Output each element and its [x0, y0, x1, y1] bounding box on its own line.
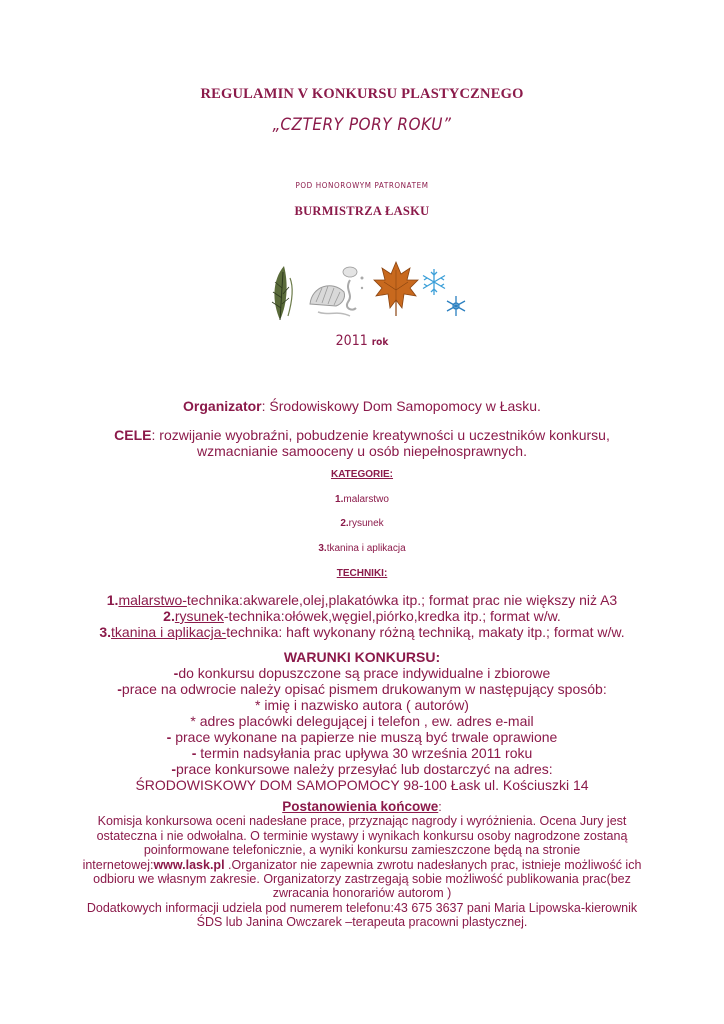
organizer-sep: :: [261, 398, 270, 414]
year-suffix: rok: [371, 337, 389, 348]
condition-line: [0, 713, 724, 729]
condition-bullet: -: [173, 665, 179, 681]
year-line: [0, 333, 724, 349]
final-line: odbioru we własnym zakresie. Organizatorzy zastrzegają sobie możliwość publikowania prac(bez: [93, 872, 631, 887]
categories-heading: KATEGORIE:: [330, 469, 394, 480]
technique-text: -technika:ołówek,węgiel,piórko,kredka itp.; format w/w.: [223, 608, 561, 624]
technique-text: technika: haft wykonany różną techniką, makaty itp.; format w/w.: [226, 624, 625, 640]
website-link[interactable]: www.lask.pl: [153, 857, 225, 872]
condition-line: [0, 729, 724, 745]
final-text: .Organizator nie zapewnia zwrotu nadesłanych prac, istnieje możliwość ich: [224, 857, 642, 872]
final-text: internetowej:: [82, 857, 154, 872]
patronage-label: POD HONOROWYM PATRONATEM: [295, 181, 429, 190]
condition-bullet: -: [166, 729, 176, 745]
organizer-value: Środowiskowy Dom Samopomocy w Łasku.: [269, 398, 541, 414]
category-text: malarstwo: [343, 494, 389, 505]
title-line2: „CZTERY PORY ROKU”: [272, 115, 452, 135]
condition-text: do konkursu dopuszczone są prace indywidualne i zbiorowe: [178, 665, 551, 681]
category-text: rysunek: [348, 518, 384, 529]
winter-snowflake-icon: [423, 269, 465, 316]
category-number: 2.: [340, 518, 349, 529]
category-text: tkanina i aplikacja: [326, 543, 406, 554]
technique-name: malarstwo-: [118, 592, 187, 608]
title-line1: REGULAMIN V KONKURSU PLASTYCZNEGO: [200, 86, 524, 102]
organizer-label: Organizator: [183, 398, 262, 414]
organizer-line: [0, 398, 724, 414]
condition-line: [0, 665, 724, 681]
condition-text: ŚRODOWISKOWY DOM SAMOPOMOCY 98-100 Łask ul. Kościuszki 14: [135, 777, 589, 793]
category-item: [0, 518, 724, 529]
category-number: 3.: [318, 543, 327, 554]
summer-shell-icon: [310, 267, 364, 316]
technique-text: technika:akwarele,olej,plakatówka itp.; format prac nie większy niż A3: [186, 592, 618, 608]
goals-label: CELE: [114, 427, 152, 443]
final-line: zwracania honorariów autorom ): [272, 886, 452, 901]
year-value: 2011: [335, 333, 368, 349]
patron-name: BURMISTRZA ŁASKU: [294, 204, 430, 218]
techniques-list: [0, 592, 724, 640]
final-line: ŚDS lub Janina Owczarek –terapeuta pracowni plastycznej.: [196, 915, 528, 930]
condition-text: prace na odwrocie należy opisać pismem drukowanym w następujący sposób:: [121, 681, 607, 697]
condition-bullet: -: [117, 681, 122, 697]
techniques-heading: TECHNIKI:: [336, 568, 388, 579]
final-line: Komisja konkursowa oceni nadesłane prace, przyznając nagrody i wyróżnienia. Ocena Jury jest: [97, 814, 627, 829]
final-line: ostateczna i nie odwołalna. O terminie wystawy i wynikach konkursu osoby nagrodzone zostaną: [96, 828, 628, 843]
conditions-section: [0, 649, 724, 793]
technique-number: 1.: [106, 592, 119, 608]
condition-line: [0, 697, 724, 713]
condition-bullet: -: [171, 761, 177, 777]
technique-number: 2.: [163, 608, 175, 624]
category-number: 1.: [335, 494, 344, 505]
final-line: [20, 858, 704, 872]
spring-leaf-icon: [272, 266, 292, 320]
category-item: [0, 494, 724, 505]
condition-text: * imię i nazwisko autora ( autorów): [255, 697, 469, 713]
final-heading: Postanowienia końcowe: [282, 799, 439, 814]
four-seasons-decoration-icon: [258, 258, 468, 326]
condition-line: [0, 777, 724, 793]
final-line: poinformowane telefonicznie, a wyniki konkursu zamieszczone będą na stronie: [143, 843, 581, 858]
goals-line1: : rozwijanie wyobraźni, pobudzenie kreatywności u uczestników konkursu,: [151, 427, 610, 443]
technique-number: 3.: [99, 624, 112, 640]
technique-name: tkanina i aplikacja-: [111, 624, 227, 640]
technique-name: rysunek: [174, 608, 224, 624]
condition-bullet: -: [191, 745, 201, 761]
condition-text: prace wykonane na papierze nie muszą być trwale oprawione: [175, 729, 558, 745]
final-line: Dodatkowych informacji udziela pod numerem telefonu:43 675 3637 pani Maria Lipowska-kierownik: [86, 900, 638, 915]
final-provisions: [20, 800, 704, 930]
condition-text: * adres placówki delegującej i telefon , ew. adres e-mail: [190, 713, 534, 729]
conditions-heading: WARUNKI KONKURSU:: [283, 649, 441, 665]
condition-line: [0, 745, 724, 761]
goals-section: [0, 427, 724, 459]
condition-text: termin nadsyłania prac upływa 30 września 2011 roku: [200, 745, 533, 761]
technique-item: [0, 624, 724, 640]
final-heading-sep: :: [438, 800, 442, 814]
category-item: [0, 543, 724, 554]
condition-text: prace konkursowe należy przesyłać lub dostarczyć na adres:: [176, 761, 553, 777]
autumn-leaf-icon: [374, 262, 418, 316]
condition-line: [0, 681, 724, 697]
condition-line: [0, 761, 724, 777]
technique-item: [0, 592, 724, 608]
technique-item: [0, 608, 724, 624]
goals-line2: wzmacnianie samooceny u osób niepełnosprawnych.: [197, 443, 527, 459]
